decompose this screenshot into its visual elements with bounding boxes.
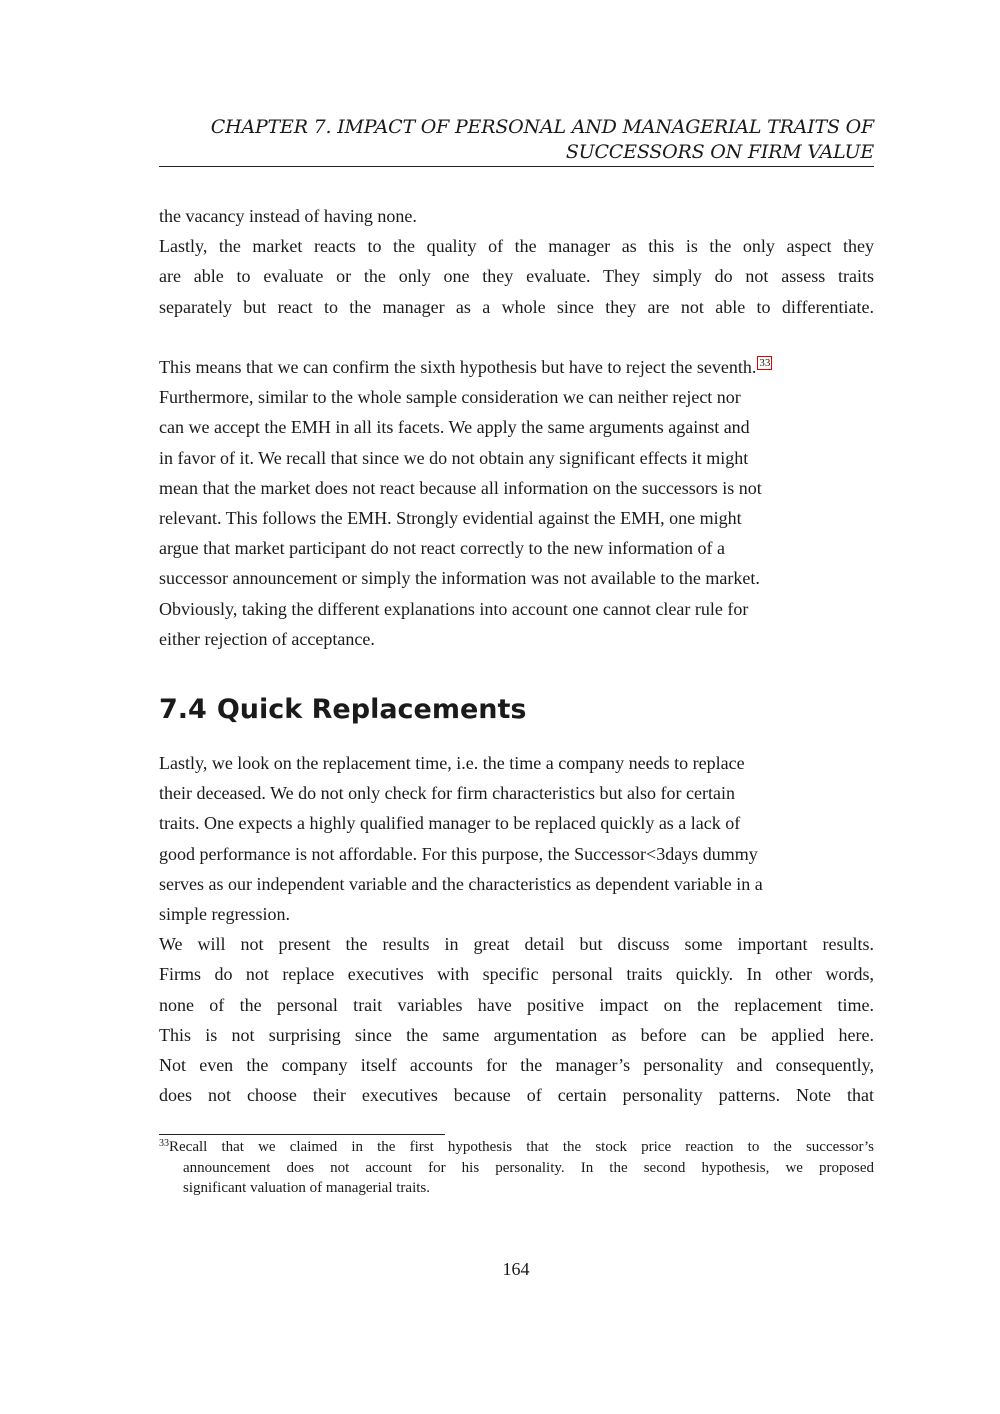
section-title: Quick Replacements — [216, 694, 527, 725]
paragraph-replacement-time — [159, 748, 874, 929]
text-line: none of the personal trait variables have positive impact on the replacement time. — [159, 994, 874, 1015]
text-line: does not choose their executives because of certain personality patterns. Note that — [159, 1085, 874, 1106]
footnote-number: 33 — [159, 1138, 169, 1149]
text-line: their deceased. We do not only check for firm characteristics but also for certain — [159, 783, 735, 804]
text-line: argue that market participant do not react correctly to the new information of a — [159, 538, 725, 559]
text-line: either rejection of acceptance. — [159, 628, 375, 649]
paragraph-continuation — [159, 201, 874, 231]
footnote-line: $^{33}$Recall that we claimed in the first hypothesis that the stock price reaction to the successor’s — [159, 1138, 874, 1155]
footnote-line: significant valuation of managerial traits. — [183, 1180, 431, 1196]
top-paragraphs — [159, 201, 874, 322]
text-line: Not even the company itself accounts for the manager’s personality and consequently, — [159, 1055, 874, 1076]
section-heading — [159, 690, 527, 730]
page-number: 164 — [502, 1259, 530, 1279]
text-line: We will not present the results in great detail but discuss some important results. — [159, 934, 874, 955]
footnote-line: announcement does not account for his personality. In the second hypothesis, we proposed — [183, 1159, 874, 1176]
section-number: 7.4 — [159, 694, 207, 725]
footnote-33-link[interactable]: 33 — [759, 357, 771, 369]
text-line: good performance is not affordable. For this purpose, the Successor<3days dummy — [159, 843, 758, 864]
text-line: This is not surprising since the same argumentation as before can be applied here. — [159, 1024, 874, 1045]
text-line: in favor of it. We recall that since we do not obtain any significant effects it might — [159, 447, 749, 468]
text-line: This means that we can confirm the sixth hypothesis but have to reject the seventh. — [159, 357, 757, 377]
text-line: relevant. This follows the EMH. Strongly evidential against the EMH, one might — [159, 508, 742, 529]
footnote-33 — [159, 1137, 874, 1199]
text-line: serves as our independent variable and the characteristics as dependent variable in a — [159, 873, 763, 894]
text-line: can we accept the EMH in all its facets. We apply the same arguments against and — [159, 417, 750, 438]
text-line: Firms do not replace executives with specific personal traits quickly. In other words, — [159, 964, 874, 985]
paragraph-results — [159, 929, 874, 1110]
text-line: Furthermore, similar to the whole sample consideration we can neither reject nor — [159, 387, 741, 408]
text-line: separately but react to the manager as a whole since they are not able to differentiate. — [159, 296, 874, 317]
text-line: Lastly, the market reacts to the quality of the manager as this is the only aspect they — [159, 236, 874, 257]
text-line: successor announcement or simply the information was not available to the market. — [159, 568, 760, 589]
text-line: the vacancy instead of having none. — [159, 206, 417, 226]
paragraph-hypothesis — [159, 352, 874, 654]
hypothesis-paragraph-block — [159, 352, 874, 654]
text-line: Lastly, we look on the replacement time, i.e. the time a company needs to replace — [159, 753, 745, 773]
footnote-rule — [159, 1134, 445, 1135]
text-line: traits. One expects a highly qualified manager to be replaced quickly as a lack of — [159, 813, 741, 834]
text-line: are able to evaluate or the only one they evaluate. They simply do not assess traits — [159, 266, 874, 287]
text-line: simple regression. — [159, 904, 290, 925]
running-header — [159, 115, 874, 165]
running-header-line-1: CHAPTER 7. IMPACT OF PERSONAL AND MANAGERIAL TRAITS OF — [210, 116, 874, 138]
header-rule — [159, 166, 874, 167]
running-header-line-2: SUCCESSORS ON FIRM VALUE — [565, 141, 874, 163]
text-line: Obviously, taking the different explanations into account one cannot clear rule for — [159, 598, 749, 619]
section-body — [159, 748, 874, 1110]
paragraph-market-reaction — [159, 231, 874, 322]
text-line: mean that the market does not react because all information on the successors is not — [159, 477, 762, 498]
